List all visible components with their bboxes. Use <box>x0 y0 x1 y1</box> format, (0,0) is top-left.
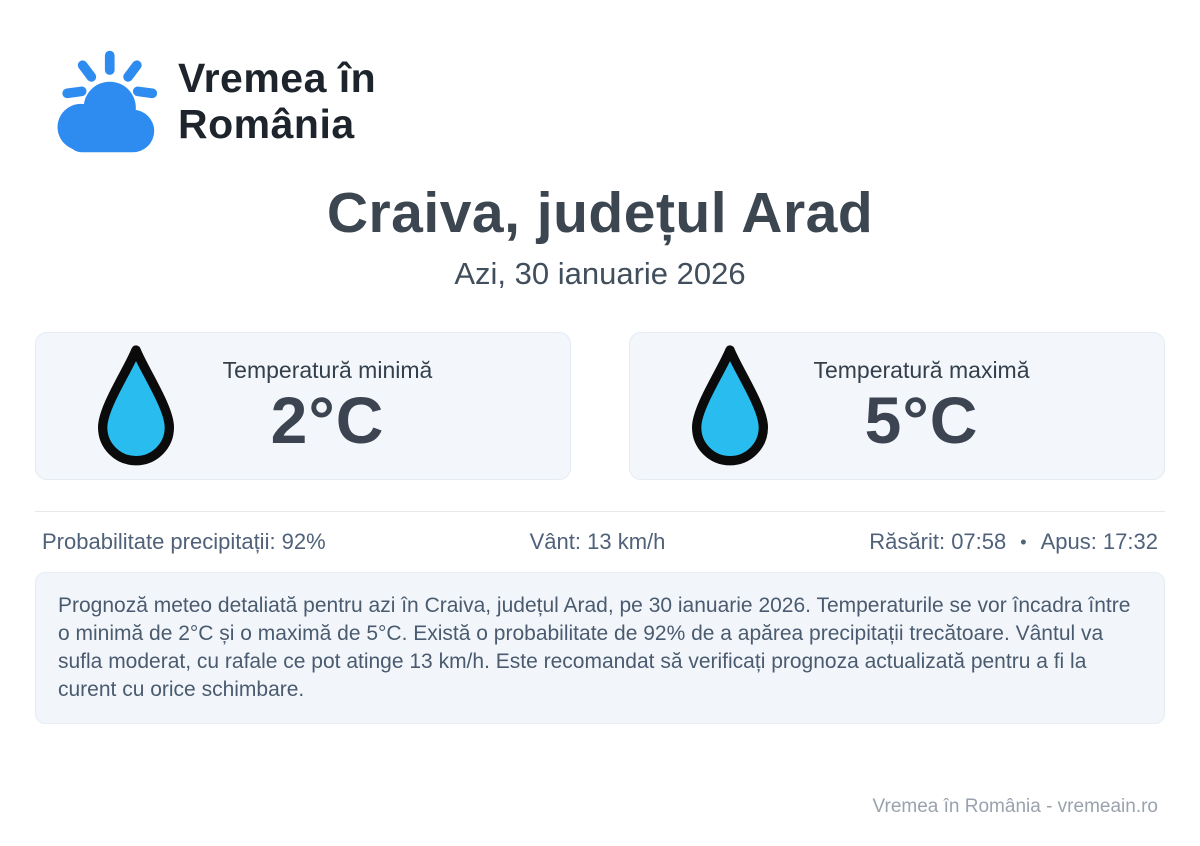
sun-behind-cloud-icon <box>44 46 160 158</box>
logo-line-2: România <box>178 101 355 147</box>
water-droplet-icon <box>92 342 180 470</box>
sunset-stat: Apus: 17:32 <box>1040 529 1158 554</box>
min-temperature-text <box>180 357 570 455</box>
weather-stats-row <box>42 529 1158 555</box>
site-logo <box>44 46 1200 158</box>
weather-page <box>0 46 1200 846</box>
page-title: Craiva, județul Arad <box>326 181 874 245</box>
sunrise-stat: Răsărit: 07:58 <box>869 529 1007 554</box>
max-temperature-value: 5°C <box>864 382 979 457</box>
sun-times-stat <box>869 529 1158 555</box>
water-droplet-icon <box>686 342 774 470</box>
footer-credit: Vremea în România - vremeain.ro <box>872 796 1158 817</box>
min-temperature-value: 2°C <box>270 382 385 457</box>
forecast-description: Prognoză meteo detaliată pentru azi în Craiva, județul Arad, pe 30 ianuarie 2026. Temperaturile se vor încadra între o minimă de 2°C și o maximă de 5°C. Există o probabilitate de 92% de a apărea precipitații trecătoare. Vântul va sufla moderat, cu rafale ce pot atinge 13 km/h. Este recomandat să verificați prognoza actualizată pentru a fi la curent cu orice schimbare. <box>35 572 1165 724</box>
logo-line-1: Vremea în <box>178 55 377 102</box>
temperature-cards <box>35 332 1165 480</box>
wind-stat: Vânt: 13 km/h <box>529 529 666 554</box>
max-temperature-label: Temperatură maximă <box>813 356 1030 383</box>
max-temperature-text <box>774 357 1164 455</box>
min-temperature-label: Temperatură minimă <box>222 356 433 383</box>
bullet-separator: • <box>1020 531 1027 552</box>
min-temperature-card <box>35 332 571 480</box>
section-divider <box>35 511 1165 512</box>
page-date: Azi, 30 ianuarie 2026 <box>454 256 746 291</box>
site-logo-text <box>178 56 376 148</box>
precipitation-stat: Probabilitate precipitații: 92% <box>42 529 326 554</box>
max-temperature-card <box>629 332 1165 480</box>
